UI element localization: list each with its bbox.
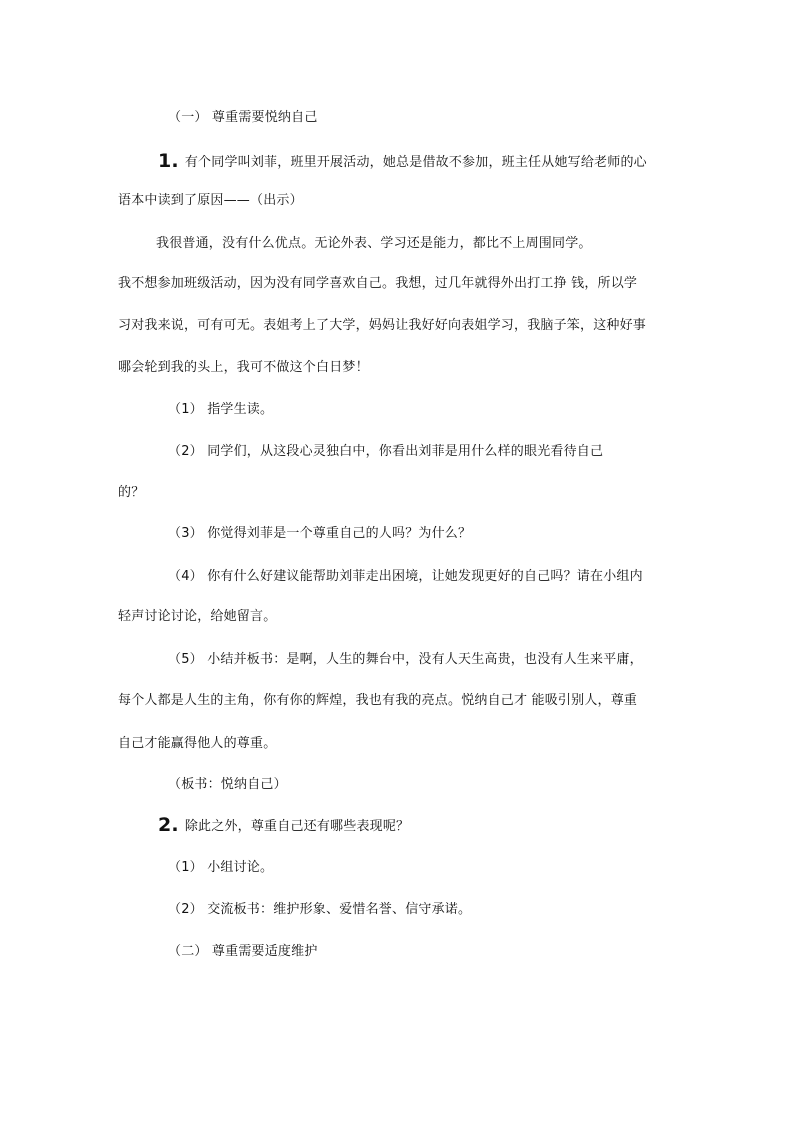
- quote-line-3: 习对我来说，可有可无。表姐考上了大学，妈妈让我好好向表姐学习，我脑子笨，这种好事: [118, 318, 647, 333]
- quote-line-1: 我很普通，没有什么优点。无论外表、学习还是能力，都比不上周围同学。: [156, 236, 592, 251]
- step-3: （3） 你觉得刘菲是一个尊重自己的人吗？为什么？: [168, 526, 472, 541]
- step-5-line-3: 自己才能赢得他人的尊重。: [118, 736, 277, 751]
- step-5-line-2: 每个人都是人生的主角，你有你的辉煌，我也有我的亮点。悦纳自己才 能吸引别人，尊重: [118, 693, 638, 708]
- item-1-number: 1.: [158, 150, 179, 172]
- step-4-line-2: 轻声讨论讨论，给她留言。: [118, 609, 277, 624]
- section-heading-2: （二） 尊重需要适度维护: [168, 944, 318, 959]
- item-2-text: 除此之外，尊重自己还有哪些表现呢？: [184, 819, 410, 834]
- quote-line-4: 哪会轮到我的头上，我可不做这个白日梦！: [118, 360, 369, 375]
- item-1-continuation: 语本中读到了原因——（出示）: [118, 193, 303, 208]
- step-2-line-1: （2） 同学们，从这段心灵独白中，你看出刘菲是用什么样的眼光看待自己: [168, 444, 604, 459]
- sub-step-2: （2） 交流板书：维护形象、爱惜名誉、信守承诺。: [168, 902, 472, 917]
- item-2-line: [158, 816, 409, 836]
- item-2-number: 2.: [158, 814, 179, 836]
- step-4-line-1: （4） 你有什么好建议能帮助刘菲走出困境，让她发现更好的自己吗？请在小组内: [168, 569, 643, 584]
- sub-step-1: （1） 小组讨论。: [168, 860, 274, 875]
- step-2-line-2: 的？: [118, 485, 145, 500]
- step-1: （1） 指学生读。: [168, 402, 274, 417]
- step-5-line-1: （5） 小结并板书：是啊，人生的舞台中，没有人天生高贵，也没有人生来平庸，: [168, 652, 643, 667]
- section-heading-1: （一） 尊重需要悦纳自己: [168, 110, 318, 125]
- item-1-text: 有个同学叫刘菲，班里开展活动，她总是借故不参加，班主任从她写给老师的心: [184, 155, 647, 170]
- quote-line-2: 我不想参加班级活动，因为没有同学喜欢自己。我想，过几年就得外出打工挣 钱，所以学: [118, 276, 638, 291]
- board-note: （板书：悦纳自己）: [168, 777, 287, 792]
- item-1-line: [158, 152, 647, 172]
